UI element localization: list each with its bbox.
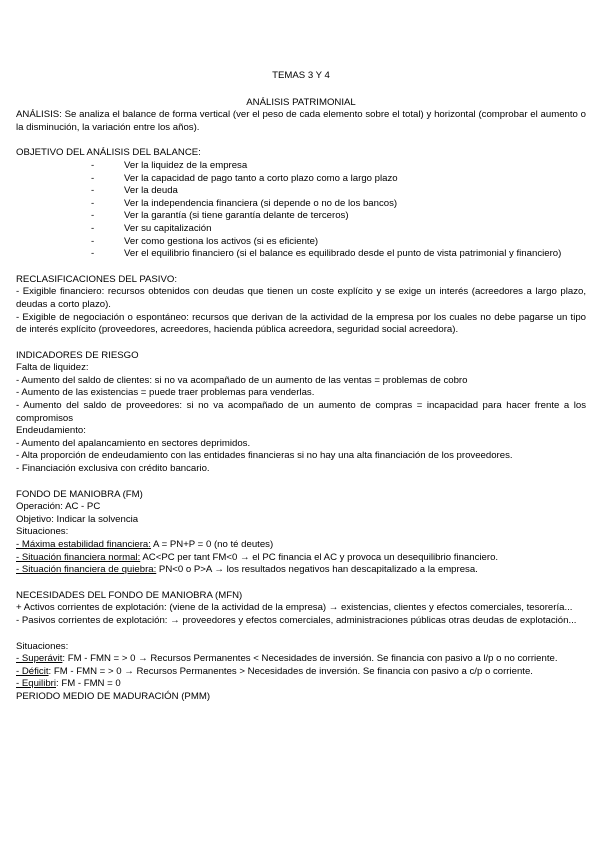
mfn-situacion-label: - Déficit <box>16 665 49 677</box>
heading-objetivo: OBJETIVO DEL ANÁLISIS DEL BALANCE: <box>16 147 201 159</box>
list-item: - Ver la deuda <box>91 185 586 198</box>
mfn-situacion-item <box>16 653 586 666</box>
list-item: - Alta proporción de endeudamiento con las entidades financieras si no hay una alta financiación de los proveedores. <box>16 450 513 462</box>
heading-indicadores-riesgo: INDICADORES DE RIESGO <box>16 349 139 361</box>
mfn-situacion-item <box>16 678 586 691</box>
list-item: - Ver la independencia financiera (si depende o no de los bancos) <box>91 198 586 211</box>
section-title-analisis-patrimonial: ANÁLISIS PATRIMONIAL <box>246 96 356 108</box>
analysis-label: ANÁLISIS: <box>16 109 62 121</box>
list-item: - Ver como gestiona los activos (si es eficiente) <box>91 236 586 249</box>
list-item: - Pasivos corrientes de explotación: → proveedores y efectos comerciales, administraciones públicas otras deudas de explotación... <box>16 614 577 626</box>
fm-situaciones-label: Situaciones: <box>16 526 69 538</box>
mfn-situacion-text: : FM - FMN = 0 <box>56 678 121 690</box>
list-item: - Ver su capitalización <box>91 223 586 236</box>
mfn-situacion-label: - Superávit <box>16 653 63 665</box>
list-item: - Ver la capacidad de pago tanto a corto plazo como a largo plazo <box>91 173 586 186</box>
heading-reclasificaciones: RECLASIFICACIONES DEL PASIVO: <box>16 273 178 285</box>
subheading-falta-liquidez: Falta de liquidez: <box>16 362 89 374</box>
fm-situacion-label: - Situación financiera normal: <box>16 551 141 563</box>
fm-operacion: Operación: AC - PC <box>16 501 101 513</box>
fm-situacion-item <box>16 552 586 565</box>
list-item: - Ver la garantía (si tiene garantía delante de terceros) <box>91 210 586 223</box>
list-item: - Aumento del apalancamiento en sectores deprimidos. <box>16 437 251 449</box>
heading-fondo-maniobra: FONDO DE MANIOBRA (FM) <box>16 488 143 500</box>
list-item: - Aumento de las existencias = puede traer problemas para venderlas. <box>16 387 315 399</box>
fm-situacion-label: - Máxima estabilidad financiera: <box>16 539 151 550</box>
mfn-situaciones-label: Situaciones: <box>16 640 69 652</box>
list-item: - Financiación exclusiva con crédito bancario. <box>16 463 210 475</box>
fm-objetivo: Objetivo: Indicar la solvencia <box>16 513 139 525</box>
list-item: - Aumento del saldo de proveedores: si no va acompañado de un aumento de compras = incapacidad para hacer frente a los compromisos <box>16 400 586 424</box>
heading-necesidades-fondo-maniobra: NECESIDADES DEL FONDO DE MANIOBRA (MFN) <box>16 589 243 601</box>
fm-situacion-text: PN<0 o P>A → los resultados negativos han descapitalizado a la empresa. <box>156 564 478 576</box>
paragraph-exigible-negociacion: - Exigible de negociación o espontáneo: recursos que derivan de la actividad de la empresa por los cuales no debe pagarse un tipo de interés explícito (proveedores, acreedores, hacienda pública acreedora, seguridad social acreedora). <box>16 311 586 336</box>
document-title: TEMAS 3 Y 4 <box>272 70 330 81</box>
fm-situacion-text: AC<PC per tant FM<0 → el PC financia el AC y provoca un desequilibrio financiero. <box>140 551 499 563</box>
analysis-text: Se analiza el balance de forma vertical (ver el peso de cada elemento sobre el total) y horizontal (comprobar el aumento o la disminución, la variación entre los años). <box>16 109 586 133</box>
fm-situacion-item <box>16 539 586 552</box>
mfn-situacion-label: - Equilibri <box>16 678 56 690</box>
paragraph-exigible-financiero: - Exigible financiero: recursos obtenidos con deudas que tienen un coste explícito y se exige un interés (acreedores a largo plazo, deudas a corto plazo). <box>16 286 586 310</box>
objetivo-list <box>16 160 586 261</box>
fm-situacion-text: A = PN+P = 0 (no té deutes) <box>150 539 274 550</box>
analysis-paragraph <box>16 109 586 134</box>
list-item: - Aumento del saldo de clientes: si no va acompañado de un aumento de las ventas = problemas de cobro <box>16 374 468 386</box>
list-item: - Ver el equilibrio financiero (si el balance es equilibrado desde el punto de vista patrimonial y financiero) <box>91 248 586 261</box>
mfn-situacion-text: : FM - FMN = > 0 → Recursos Permanentes > Necesidades de inversión. Se financia con pasivo a c/p o corriente. <box>48 665 533 677</box>
mfn-situacion-text: : FM - FMN = > 0 → Recursos Permanentes < Necesidades de inversión. Se financia con pasivo a l/p o no corriente. <box>62 653 558 665</box>
list-item: - Ver la liquidez de la empresa <box>91 160 586 173</box>
heading-periodo-medio-maduracion: PERIODO MEDIO DE MADURACIÓN (PMM) <box>16 690 211 702</box>
subheading-endeudamiento: Endeudamiento: <box>16 425 86 437</box>
fm-situacion-label: - Situación financiera de quiebra: <box>16 564 157 576</box>
list-item: + Activos corrientes de explotación: (viene de la actividad de la empresa) → existencias, clientes y efectos comerciales, tesorería... <box>16 602 573 614</box>
document-page <box>16 70 586 704</box>
mfn-situacion-item <box>16 666 586 679</box>
fm-situacion-item <box>16 564 586 577</box>
